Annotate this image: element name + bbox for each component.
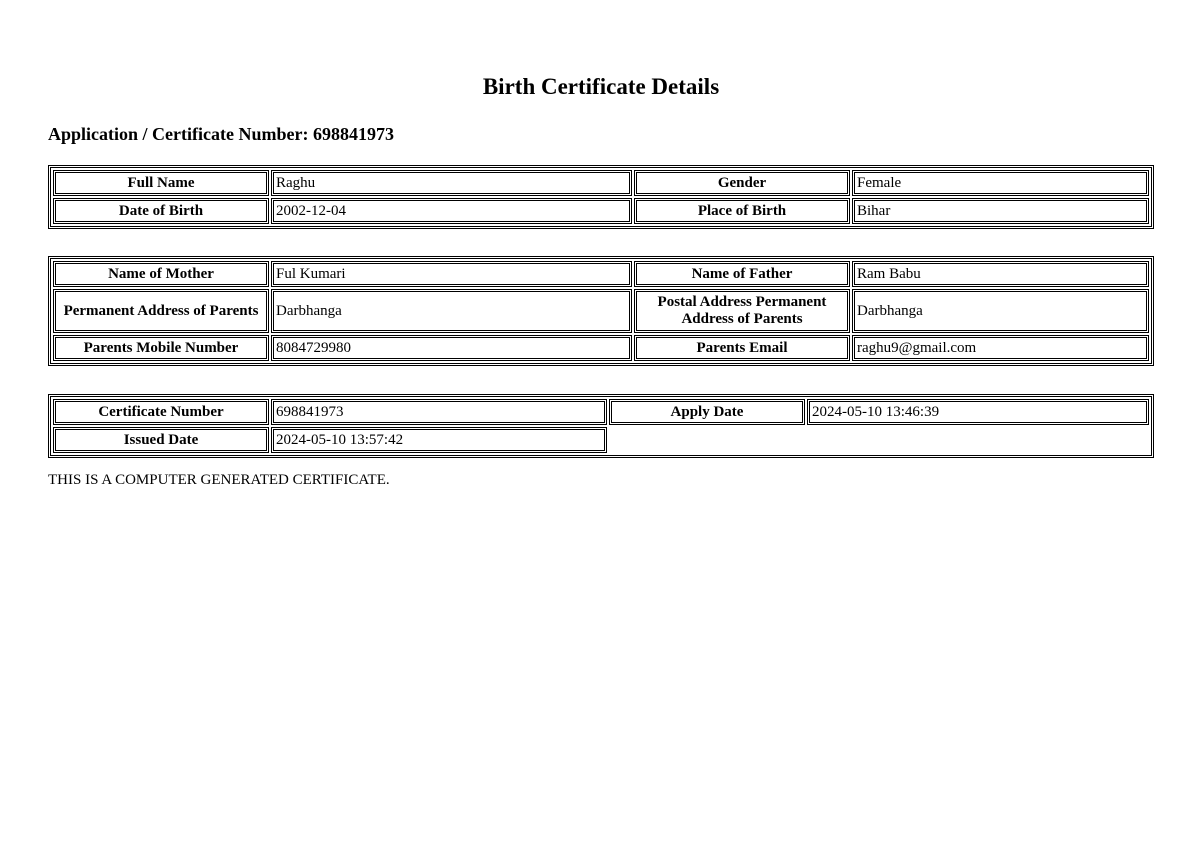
personal-details-table — [48, 165, 1154, 229]
empty-cell — [609, 427, 1149, 453]
application-number-label: Application / Certificate Number: — [48, 124, 309, 144]
full-name-value: Raghu — [271, 170, 632, 196]
certificate-info-table — [48, 394, 1154, 458]
permanent-address-label: Permanent Address of Parents — [53, 289, 269, 333]
table-row — [53, 170, 1149, 196]
permanent-address-value: Darbhanga — [271, 289, 632, 333]
table-row — [53, 198, 1149, 224]
gender-label: Gender — [634, 170, 850, 196]
application-number-heading — [48, 123, 394, 145]
apply-date-value: 2024-05-10 13:46:39 — [807, 399, 1149, 425]
certificate-number-value: 698841973 — [271, 399, 607, 425]
issued-date-value: 2024-05-10 13:57:42 — [271, 427, 607, 453]
table-row — [53, 289, 1149, 333]
footer-note: THIS IS A COMPUTER GENERATED CERTIFICATE. — [48, 472, 390, 488]
parents-email-label: Parents Email — [634, 335, 850, 361]
table-row — [53, 427, 1149, 453]
place-of-birth-value: Bihar — [852, 198, 1149, 224]
father-name-value: Ram Babu — [852, 261, 1149, 287]
full-name-label: Full Name — [53, 170, 269, 196]
date-of-birth-label: Date of Birth — [53, 198, 269, 224]
certificate-number-label: Certificate Number — [53, 399, 269, 425]
postal-address-label: Postal Address Permanent Address of Parents — [634, 289, 850, 333]
table-row — [53, 399, 1149, 425]
parents-email-value: raghu9@gmail.com — [852, 335, 1149, 361]
date-of-birth-value: 2002-12-04 — [271, 198, 632, 224]
table-row — [53, 261, 1149, 287]
parents-details-table — [48, 256, 1154, 366]
mother-name-label: Name of Mother — [53, 261, 269, 287]
gender-value: Female — [852, 170, 1149, 196]
application-number-value: 698841973 — [312, 124, 394, 144]
place-of-birth-label: Place of Birth — [634, 198, 850, 224]
mobile-number-label: Parents Mobile Number — [53, 335, 269, 361]
table-row — [53, 335, 1149, 361]
page-title: Birth Certificate Details — [482, 74, 720, 99]
father-name-label: Name of Father — [634, 261, 850, 287]
apply-date-label: Apply Date — [609, 399, 805, 425]
mobile-number-value: 8084729980 — [271, 335, 632, 361]
issued-date-label: Issued Date — [53, 427, 269, 453]
postal-address-value: Darbhanga — [852, 289, 1149, 333]
mother-name-value: Ful Kumari — [271, 261, 632, 287]
